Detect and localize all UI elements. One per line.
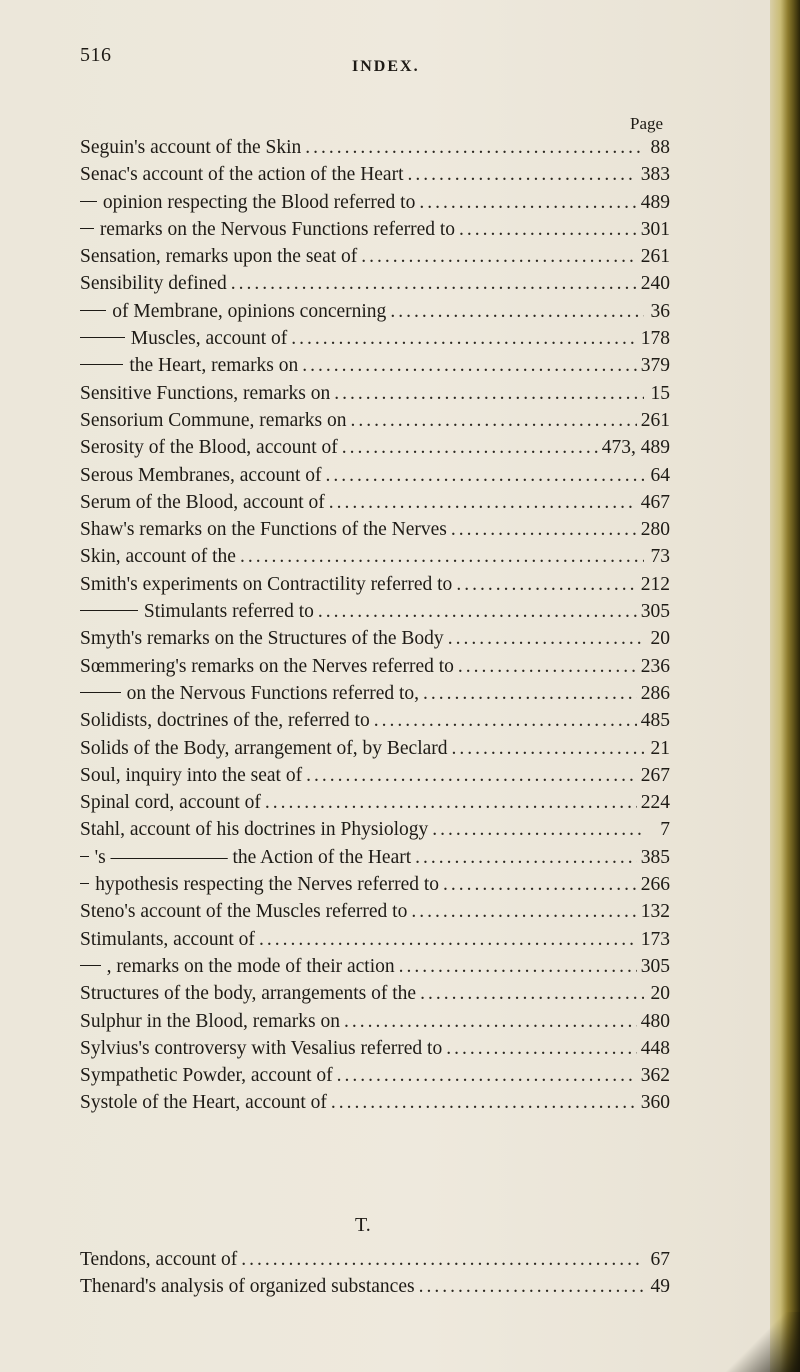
entry-text: Sympathetic Powder, account of: [80, 1065, 333, 1087]
index-entry: [80, 844, 670, 871]
entry-text: Sensibility defined: [80, 273, 227, 295]
dot-leader: [419, 189, 636, 216]
entry-text: Serum of the Blood, account of: [80, 491, 325, 513]
index-entries-s: [80, 134, 670, 1117]
entry-text: Seguin's account of the Skin: [80, 137, 302, 158]
dot-leader: [337, 1062, 637, 1089]
ditto-rule: [80, 883, 89, 884]
index-entry: [80, 270, 670, 297]
entry-text: Thenard's analysis of organized substances: [80, 1276, 415, 1298]
ditto-rule: [80, 337, 125, 338]
entry-page-number: 73: [650, 546, 670, 568]
entry-page-number: 236: [640, 655, 670, 677]
index-entry: [80, 189, 670, 216]
dot-leader: [326, 462, 644, 489]
index-entries-t: [80, 1246, 670, 1301]
dot-leader: [291, 325, 636, 352]
entry-text: hypothesis respecting the Nerves referred to: [95, 874, 440, 896]
entry-text: Serosity of the Blood, account of: [80, 437, 338, 459]
dot-leader: [334, 380, 644, 407]
dot-leader: [399, 953, 637, 980]
ditto-rule: [80, 856, 89, 857]
entry-text: of Membrane, opinions concerning: [112, 300, 387, 322]
index-entry: [80, 380, 670, 407]
index-entry: [80, 926, 670, 953]
entry-page-number: 88: [650, 137, 670, 158]
dot-leader: [423, 680, 637, 707]
index-entry: [80, 1246, 670, 1273]
dot-leader: [344, 1008, 637, 1035]
entry-page-number: 67: [650, 1249, 670, 1270]
entry-page-number: 305: [640, 955, 670, 977]
entry-text: Stahl, account of his doctrines in Physiology: [80, 819, 429, 841]
index-entry: [80, 680, 670, 707]
entry-page-number: 240: [640, 273, 670, 295]
entry-page-number: 224: [640, 792, 670, 814]
index-entry: [80, 653, 670, 680]
dot-leader: [305, 134, 644, 161]
dot-leader: [302, 352, 636, 379]
entry-text: Sœmmering's remarks on the Nerves referred to: [80, 655, 454, 677]
entry-page-number: 15: [650, 382, 670, 404]
index-entry: [80, 134, 670, 161]
entry-text: Stimulants referred to: [143, 601, 314, 623]
entry-text: Skin, account of the: [80, 546, 236, 568]
index-entry: [80, 543, 670, 570]
dot-leader: [448, 625, 644, 652]
index-entry: [80, 789, 670, 816]
index-entry: [80, 1062, 670, 1089]
entry-text: Spinal cord, account of: [80, 792, 261, 814]
entry-page-number: 261: [640, 409, 670, 431]
entry-text: remarks on the Nervous Functions referred to: [99, 218, 456, 240]
index-entry: [80, 816, 670, 843]
entry-page-number: 261: [640, 246, 670, 268]
entry-text: , remarks on the mode of their action: [106, 955, 395, 977]
section-letter: T.: [355, 1214, 371, 1236]
index-entry: [80, 762, 670, 789]
entry-text: Senac's account of the action of the Heart: [80, 164, 404, 186]
ditto-rule: [80, 201, 97, 202]
running-head: INDEX.: [352, 58, 420, 75]
index-entry: [80, 898, 670, 925]
ditto-rule: [80, 228, 94, 229]
entry-text: Sylvius's controversy with Vesalius referred to: [80, 1037, 443, 1059]
entry-page-number: 448: [640, 1037, 670, 1059]
entry-page-number: 20: [650, 983, 670, 1005]
dot-leader: [342, 434, 598, 461]
dot-leader: [265, 789, 637, 816]
entry-page-number: 360: [640, 1092, 670, 1114]
entry-page-number: 280: [640, 519, 670, 541]
page-column-label: Page: [630, 114, 664, 133]
index-entry: [80, 516, 670, 543]
dot-leader: [329, 489, 637, 516]
entry-page-number: 212: [640, 573, 670, 595]
dot-leader: [420, 980, 644, 1007]
index-entry: [80, 325, 670, 352]
dot-leader: [446, 1035, 637, 1062]
dot-leader: [318, 598, 637, 625]
index-entry: [80, 434, 670, 461]
entry-page-number: 383: [640, 164, 670, 186]
ditto-rule: [80, 610, 138, 611]
index-entry: [80, 161, 670, 188]
entry-page-number: 301: [640, 218, 670, 240]
entry-page-number: 286: [640, 682, 670, 704]
entry-page-number: 305: [640, 601, 670, 623]
ditto-rule: [80, 965, 101, 966]
entry-page-number: 266: [640, 874, 670, 896]
index-entry: [80, 598, 670, 625]
index-entry: [80, 1089, 670, 1116]
index-entry: [80, 1008, 670, 1035]
entry-page-number: 132: [640, 901, 670, 923]
index-entry: [80, 735, 670, 762]
entry-text: Shaw's remarks on the Functions of the Nerves: [80, 519, 447, 541]
dot-leader: [411, 898, 636, 925]
index-entry: [80, 625, 670, 652]
ditto-rule: [80, 310, 106, 311]
index-entry: [80, 462, 670, 489]
index-entry: [80, 216, 670, 243]
page-corner-shadow: [710, 1312, 800, 1372]
entry-page-number: 480: [640, 1010, 670, 1032]
dot-leader: [231, 270, 637, 297]
entry-text: Sulphur in the Blood, remarks on: [80, 1010, 340, 1032]
index-entry: [80, 352, 670, 379]
entry-text: Soul, inquiry into the seat of: [80, 764, 303, 786]
entry-text: Steno's account of the Muscles referred to: [80, 901, 408, 923]
index-entry: [80, 871, 670, 898]
index-entry: [80, 1035, 670, 1062]
entry-text: Sensation, remarks upon the seat of: [80, 246, 358, 268]
dot-leader: [374, 707, 637, 734]
entry-page-number: 467: [640, 491, 670, 513]
entry-page-number: 173: [640, 928, 670, 950]
entry-text: Sensorium Commune, remarks on: [80, 409, 347, 431]
dot-leader: [390, 298, 644, 325]
ditto-rule: [80, 364, 123, 365]
entry-page-number: 21: [650, 737, 670, 759]
index-entry: [80, 707, 670, 734]
entry-page-number: 36: [650, 300, 670, 322]
page-number: 516: [80, 44, 112, 66]
entry-text: Serous Membranes, account of: [80, 464, 322, 486]
index-entry: [80, 953, 670, 980]
entry-text: Solids of the Body, arrangement of, by Beclard: [80, 737, 448, 759]
entry-text: on the Nervous Functions referred to,: [126, 682, 420, 704]
entry-text: Muscles, account of: [130, 328, 288, 350]
entry-page-number: 178: [640, 328, 670, 350]
dot-leader: [456, 571, 636, 598]
entry-text: Structures of the body, arrangements of the: [80, 983, 417, 1005]
dot-leader: [408, 161, 637, 188]
entry-page-number: 485: [640, 710, 670, 732]
entry-page-number: 7: [660, 819, 670, 841]
entry-text: Tendons, account of: [80, 1249, 238, 1270]
dot-leader: [240, 543, 644, 570]
entry-page-number: 385: [640, 846, 670, 868]
dot-leader: [458, 653, 637, 680]
dot-leader: [350, 407, 636, 434]
entry-page-number: 20: [650, 628, 670, 650]
entry-text: Systole of the Heart, account of: [80, 1092, 327, 1114]
entry-text: Solidists, doctrines of the, referred to: [80, 710, 370, 732]
dot-leader: [306, 762, 637, 789]
ditto-rule: [80, 692, 121, 693]
entry-page-number: 379: [640, 355, 670, 377]
index-entry: [80, 1273, 670, 1300]
index-entry: [80, 298, 670, 325]
entry-page-number: 49: [650, 1276, 670, 1298]
dot-leader: [419, 1273, 644, 1300]
dot-leader: [415, 844, 637, 871]
entry-page-number: 64: [650, 464, 670, 486]
page-edge: [770, 0, 800, 1372]
dot-leader: [361, 243, 636, 270]
dot-leader: [452, 735, 644, 762]
entry-page-number: 489: [640, 191, 670, 213]
index-entry: [80, 489, 670, 516]
dot-leader: [241, 1246, 644, 1273]
dot-leader: [331, 1089, 637, 1116]
entry-page-number: 362: [640, 1065, 670, 1087]
dot-leader: [259, 926, 637, 953]
dot-leader: [451, 516, 637, 543]
index-entry: [80, 980, 670, 1007]
dot-leader: [443, 871, 637, 898]
entry-text: the Heart, remarks on: [129, 355, 299, 377]
entry-text: Sensitive Functions, remarks on: [80, 382, 331, 404]
index-entry: [80, 407, 670, 434]
entry-text: Smith's experiments on Contractility referred to: [80, 573, 453, 595]
index-entry: [80, 243, 670, 270]
entry-page-number: 267: [640, 764, 670, 786]
entry-text: Stimulants, account of: [80, 928, 255, 950]
index-entry: [80, 571, 670, 598]
entry-text: Smyth's remarks on the Structures of the Body: [80, 628, 444, 650]
dot-leader: [459, 216, 637, 243]
dot-leader: [432, 816, 644, 843]
entry-page-number: 473, 489: [601, 437, 670, 459]
entry-text: opinion respecting the Blood referred to: [102, 191, 416, 213]
entry-text: 's —————— the Action of the Heart: [94, 846, 412, 868]
